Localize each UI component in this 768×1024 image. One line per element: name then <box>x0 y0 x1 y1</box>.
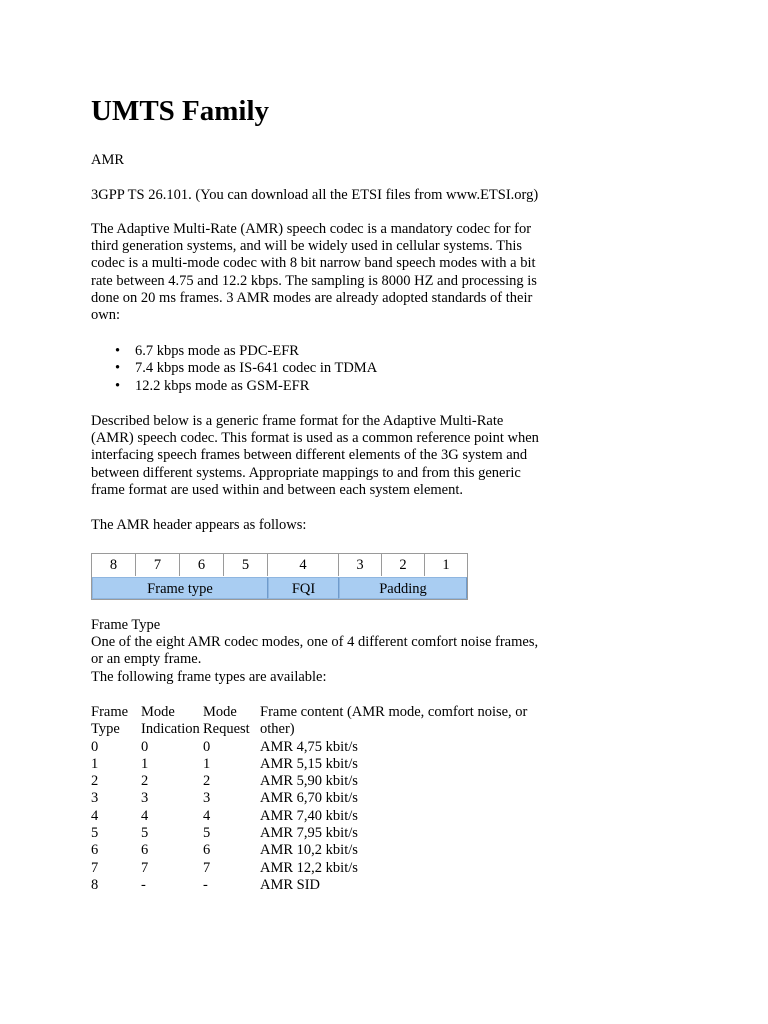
frame-type-desc: or an empty frame. <box>91 651 202 668</box>
table-cell: 5 <box>203 825 211 842</box>
table-cell: AMR 5,90 kbit/s <box>260 773 358 790</box>
table-cell: 4 <box>91 807 99 824</box>
page-title: UMTS Family <box>91 95 270 127</box>
table-cell: 1 <box>91 755 99 772</box>
intro-line: third generation systems, and will be widely used in cellular systems. This <box>91 238 523 255</box>
bit-cell: 6 <box>180 554 224 576</box>
table-cell: 5 <box>141 825 149 842</box>
list-item-text: 12.2 kbps mode as GSM-EFR <box>135 377 310 394</box>
field-row <box>92 577 467 599</box>
intro-line: codec is a multi-mode codec with 8 bit narrow band speech modes with a bit <box>91 255 536 272</box>
frame-type-field: Frame type <box>92 577 268 599</box>
generic-line: (AMR) speech codec. This format is used as a common reference point when <box>91 430 539 447</box>
table-cell: 2 <box>141 773 149 790</box>
table-cell: AMR 7,40 kbit/s <box>260 807 358 824</box>
frame-type-column <box>91 704 128 894</box>
table-cell: AMR 5,15 kbit/s <box>260 755 358 772</box>
table-cell: 0 <box>141 738 149 755</box>
table-cell: AMR 10,2 kbit/s <box>260 842 358 859</box>
table-cell: 0 <box>91 738 99 755</box>
mode-list <box>91 343 377 395</box>
table-cell: 7 <box>141 859 149 876</box>
header-intro: The AMR header appears as follows: <box>91 517 307 533</box>
table-cell: 0 <box>203 738 211 755</box>
column-header: Indication <box>141 721 200 738</box>
section-label: AMR <box>91 152 125 168</box>
bullet-icon: • <box>115 377 121 394</box>
generic-line: Described below is a generic frame format for the Adaptive Multi-Rate <box>91 413 504 429</box>
mode-request-column <box>203 704 250 894</box>
list-item <box>91 360 377 377</box>
spec-line: 3GPP TS 26.101. (You can download all the ETSI files from www.ETSI.org) <box>91 187 539 203</box>
intro-line: The Adaptive Multi-Rate (AMR) speech codec is a mandatory codec for for <box>91 221 532 237</box>
table-cell: 3 <box>203 790 211 807</box>
table-cell: 2 <box>203 773 211 790</box>
table-cell: 6 <box>141 842 149 859</box>
table-cell: AMR 7,95 kbit/s <box>260 825 358 842</box>
column-header: Request <box>203 721 250 738</box>
bit-number-row <box>92 554 467 576</box>
frame-type-desc: The following frame types are available: <box>91 668 327 685</box>
intro-line: rate between 4.75 and 12.2 kbps. The sampling is 8000 HZ and processing is <box>91 272 537 289</box>
table-cell: 1 <box>203 755 211 772</box>
frame-type-heading: Frame Type <box>91 617 161 633</box>
intro-line: done on 20 ms frames. 3 AMR modes are already adopted standards of their <box>91 289 533 306</box>
column-header: other) <box>260 721 295 738</box>
column-header: Frame content (AMR mode, comfort noise, or <box>260 704 528 720</box>
table-cell: - <box>141 876 146 893</box>
table-cell: 6 <box>91 842 99 859</box>
bit-cell: 5 <box>224 554 268 576</box>
bit-cell: 4 <box>268 554 339 576</box>
table-cell: AMR 4,75 kbit/s <box>260 738 358 755</box>
bit-cell: 2 <box>382 554 425 576</box>
list-item <box>91 343 377 360</box>
bit-cell: 1 <box>425 554 467 576</box>
table-cell: 5 <box>91 825 99 842</box>
column-header: Frame <box>91 704 129 720</box>
table-cell: AMR SID <box>260 876 321 893</box>
table-cell: - <box>203 876 208 893</box>
table-cell: 2 <box>91 773 99 790</box>
amr-header-table <box>91 553 468 600</box>
bit-cell: 7 <box>136 554 180 576</box>
bit-cell: 3 <box>339 554 382 576</box>
generic-line: frame format are used within and between each system element. <box>91 481 464 498</box>
table-cell: 8 <box>91 876 99 893</box>
bit-cell: 8 <box>92 554 136 576</box>
frame-content-column <box>260 704 527 894</box>
table-cell: 4 <box>203 807 211 824</box>
table-cell: AMR 12,2 kbit/s <box>260 859 358 876</box>
table-cell: 4 <box>141 807 149 824</box>
generic-line: between different systems. Appropriate mappings to and from this generic <box>91 464 521 481</box>
list-item-text: 7.4 kbps mode as IS-641 codec in TDMA <box>135 360 378 377</box>
padding-field: Padding <box>339 577 467 599</box>
list-item-text: 6.7 kbps mode as PDC-EFR <box>135 343 299 359</box>
intro-line: own: <box>91 307 120 324</box>
fqi-field: FQI <box>268 577 339 599</box>
frame-type-section <box>91 617 569 686</box>
table-cell: 7 <box>91 859 99 876</box>
list-item <box>91 378 377 395</box>
table-cell: 3 <box>91 790 99 807</box>
column-header: Mode <box>141 704 175 720</box>
table-cell: AMR 6,70 kbit/s <box>260 790 358 807</box>
bullet-icon: • <box>115 360 121 377</box>
column-header: Mode <box>203 704 237 720</box>
table-cell: 3 <box>141 790 149 807</box>
frame-type-desc: One of the eight AMR codec modes, one of 4 different comfort noise frames, <box>91 634 539 651</box>
generic-paragraph <box>91 413 569 499</box>
mode-indication-column <box>141 704 200 894</box>
intro-paragraph <box>91 221 569 324</box>
bullet-icon: • <box>115 343 121 359</box>
generic-line: interfacing speech frames between different elements of the 3G system and <box>91 447 528 464</box>
table-cell: 1 <box>141 755 149 772</box>
table-cell: 7 <box>203 859 211 876</box>
table-cell: 6 <box>203 842 211 859</box>
column-header: Type <box>91 721 120 738</box>
